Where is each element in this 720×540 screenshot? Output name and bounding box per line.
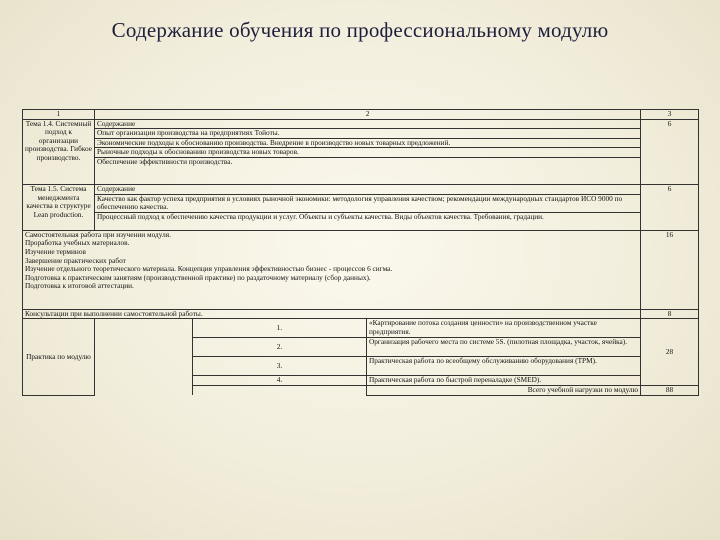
selfwork-line: Проработка учебных материалов. bbox=[25, 238, 130, 248]
module-content-table bbox=[22, 109, 699, 396]
practice-num: 2. bbox=[193, 338, 367, 357]
table-row bbox=[23, 157, 699, 184]
header-col-1: 1 bbox=[23, 110, 95, 120]
topic-14-line: Опыт организации производства на предприятиях Тойоты. bbox=[95, 129, 641, 139]
total-hours: 88 bbox=[641, 385, 699, 395]
table-row bbox=[23, 119, 699, 129]
header-row bbox=[23, 110, 699, 120]
practice-text: Организация рабочего места по системе 5S. (пилотная площадка, участок, ячейка). bbox=[367, 338, 641, 357]
topic-14-line: Экономические подходы к обоснованию производства. Внедрение в производство новых товарных предложений. bbox=[95, 138, 641, 148]
practice-text: Практическая работа по быстрой переналадке (SMED). bbox=[367, 376, 641, 386]
practice-hours: 28 bbox=[641, 319, 699, 386]
topic-14-line: Рыночные подходы к обоснованию производства новых товаров. bbox=[95, 148, 641, 158]
topic-15-name: Тема 1.5. Система менеджмента качества в структуре Lean production. bbox=[23, 184, 95, 230]
practice-num: 1. bbox=[193, 319, 367, 338]
topic-15-line: Содержание bbox=[95, 184, 641, 194]
selfwork-line: Изучение терминов bbox=[25, 246, 86, 256]
table-row bbox=[23, 194, 699, 212]
topic-14-line: Обеспечение эффективности производства. bbox=[95, 157, 641, 184]
practice-label: Практика по модулю bbox=[23, 319, 95, 395]
selfwork-hours: 16 bbox=[641, 230, 699, 309]
practice-text: Практическая работа по всеобщему обслуживанию оборудования (TPM). bbox=[367, 357, 641, 376]
total-spacer bbox=[193, 385, 367, 395]
table-row bbox=[23, 309, 699, 319]
practice-spacer bbox=[95, 319, 193, 395]
table-row bbox=[23, 230, 699, 309]
selfwork-line: Изучение отдельного теоретического материала. Концепция управления эффективностью бизнес - процессов 6 сигма. bbox=[25, 264, 393, 274]
selfwork-line: Завершение практических работ bbox=[25, 255, 126, 265]
topic-15-hours: 6 bbox=[641, 184, 699, 230]
table-row bbox=[23, 148, 699, 158]
selfwork-line: Подготовка к итоговой аттестации. bbox=[25, 281, 134, 291]
consult-text: Консультации при выполнении самостоятельной работы. bbox=[23, 309, 641, 319]
table-row bbox=[23, 212, 699, 230]
selfwork-cell bbox=[23, 230, 641, 309]
topic-15-line: Качество как фактор успеха предприятия в условиях рыночной экономики: методология управления качеством; рекомендации международных стандартов ИСО 9000 по обеспечению качества. bbox=[95, 194, 641, 212]
practice-num: 4. bbox=[193, 376, 367, 386]
practice-num: 3. bbox=[193, 357, 367, 376]
selfwork-line: Подготовка к практическим занятиям (производственной практике) по раздаточному материалу (сбор данных). bbox=[25, 272, 371, 282]
topic-15-line: Процессный подход к обеспечению качества продукции и услуг. Объекты и субъекты качества. Виды объектов качества. Требования, градации. bbox=[95, 212, 641, 230]
topic-14-hours: 6 bbox=[641, 119, 699, 184]
topic-14-name: Тема 1.4. Системный подход к организации производства. Гибкое производство. bbox=[23, 119, 95, 184]
header-col-3: 3 bbox=[641, 110, 699, 120]
table-row bbox=[23, 184, 699, 194]
topic-14-line: Содержание bbox=[95, 119, 641, 129]
practice-text: «Картирование потока создания ценности» на производственном участке предприятия. bbox=[367, 319, 641, 338]
header-col-2: 2 bbox=[95, 110, 641, 120]
selfwork-line: Самостоятельная работа при изучении модуля. bbox=[25, 230, 171, 239]
total-text: Всего учебной нагрузки по модулю bbox=[367, 385, 641, 395]
consult-hours: 8 bbox=[641, 309, 699, 319]
table-row bbox=[23, 129, 699, 139]
page-title: Содержание обучения по профессиональному модулю bbox=[111, 18, 609, 42]
table-row bbox=[23, 319, 699, 338]
table-row bbox=[23, 138, 699, 148]
